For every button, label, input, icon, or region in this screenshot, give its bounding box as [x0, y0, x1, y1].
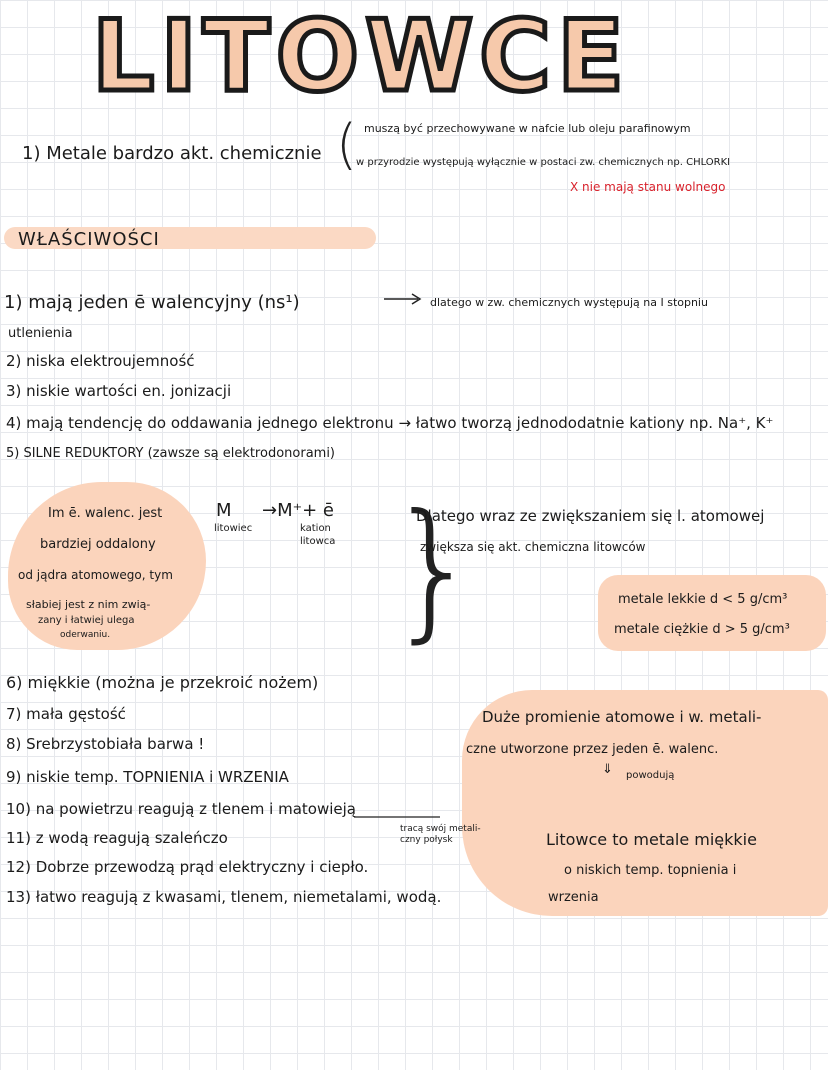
property-8: 8) Srebrzystobiała barwa !	[6, 735, 205, 753]
equation-products: →M⁺+ ē	[262, 500, 334, 521]
down-arrow-icon: ⇓	[602, 762, 613, 777]
property-2: 2) niska elektroujemność	[6, 352, 195, 370]
page-title: LITOWCE	[92, 0, 631, 114]
property-10-note-2: czny połysk	[400, 835, 453, 845]
property-13: 13) łatwo reagują z kwasami, tlenem, niemetalami, wodą.	[6, 888, 442, 906]
property-4: 4) mają tendencję do oddawania jednego elektronu → łatwo tworzą jednododatnie kationy np. Na⁺, K⁺	[6, 414, 774, 432]
property-5: 5) SILNE REDUKTORY (zawsze są elektrodonorami)	[6, 446, 336, 461]
density-heavy: metale ciężkie d > 5 g/cm³	[614, 622, 790, 637]
property-11: 11) z wodą reagują szaleńczo	[6, 829, 228, 847]
conclusion-line-2: zwiększa się akt. chemiczna litowców	[420, 540, 646, 554]
property-7: 7) mała gęstość	[6, 705, 126, 723]
right-note-causes: powodują	[626, 770, 675, 781]
intro-label: 1) Metale bardzo akt. chemicznie	[22, 143, 322, 164]
right-note-line-4: o niskich temp. topnienia i	[564, 863, 737, 878]
equation-cation-label-1: kation	[300, 523, 331, 534]
brace-icon: }	[386, 483, 482, 657]
property-1: 1) mają jeden ē walencyjny (ns¹)	[4, 292, 300, 313]
property-12: 12) Dobrze przewodzą prąd elektryczny i ciepło.	[6, 858, 369, 876]
property-1-note: dlatego w zw. chemicznych występują na I stopniu	[430, 296, 708, 309]
property-10: 10) na powietrzu reagują z tlenem i matowieją	[6, 800, 357, 818]
property-9: 9) niskie temp. TOPNIENIA i WRZENIA	[6, 768, 289, 786]
equation-cation-label-2: litowca	[300, 536, 336, 547]
right-note-line-1: Duże promienie atomowe i w. metali-	[482, 708, 762, 726]
right-note-line-3: Litowce to metale miękkie	[546, 830, 757, 849]
property-3: 3) niskie wartości en. jonizacji	[6, 382, 232, 400]
section-heading: WŁAŚCIWOŚCI	[18, 229, 160, 250]
bracket-icon: (	[336, 113, 358, 176]
property-10-note-1: tracą swój metali-	[400, 824, 481, 834]
intro-note-1: muszą być przechowywane w nafcie lub oleju parafinowym	[364, 122, 691, 135]
left-note-line-5: zany i łatwiej ulega	[38, 615, 135, 626]
right-note-line-5: wrzenia	[548, 890, 599, 905]
left-note-line-1: Im ē. walenc. jest	[48, 506, 163, 521]
left-note-line-4: słabiej jest z nim zwią-	[26, 598, 151, 611]
property-6: 6) miękkie (można je przekroić nożem)	[6, 673, 319, 692]
equation-m-label: litowiec	[214, 523, 253, 534]
right-note-line-2: czne utworzone przez jeden ē. walenc.	[466, 742, 719, 757]
left-note-line-2: bardziej oddalony	[40, 537, 156, 552]
property-1-cont: utlenienia	[8, 326, 73, 341]
density-light: metale lekkie d < 5 g/cm³	[618, 592, 788, 607]
conclusion-line-1: Dlatego wraz ze zwiększaniem się l. atomowej	[416, 507, 765, 525]
equation-m: M	[216, 500, 232, 521]
left-note-line-6: oderwaniu.	[60, 630, 111, 640]
intro-note-2: w przyrodzie występują wyłącznie w postaci zw. chemicznych np. CHLORKI	[356, 157, 731, 168]
left-note-line-3: od jądra atomowego, tym	[18, 568, 173, 582]
intro-note-3: X nie mają stanu wolnego	[570, 180, 726, 194]
